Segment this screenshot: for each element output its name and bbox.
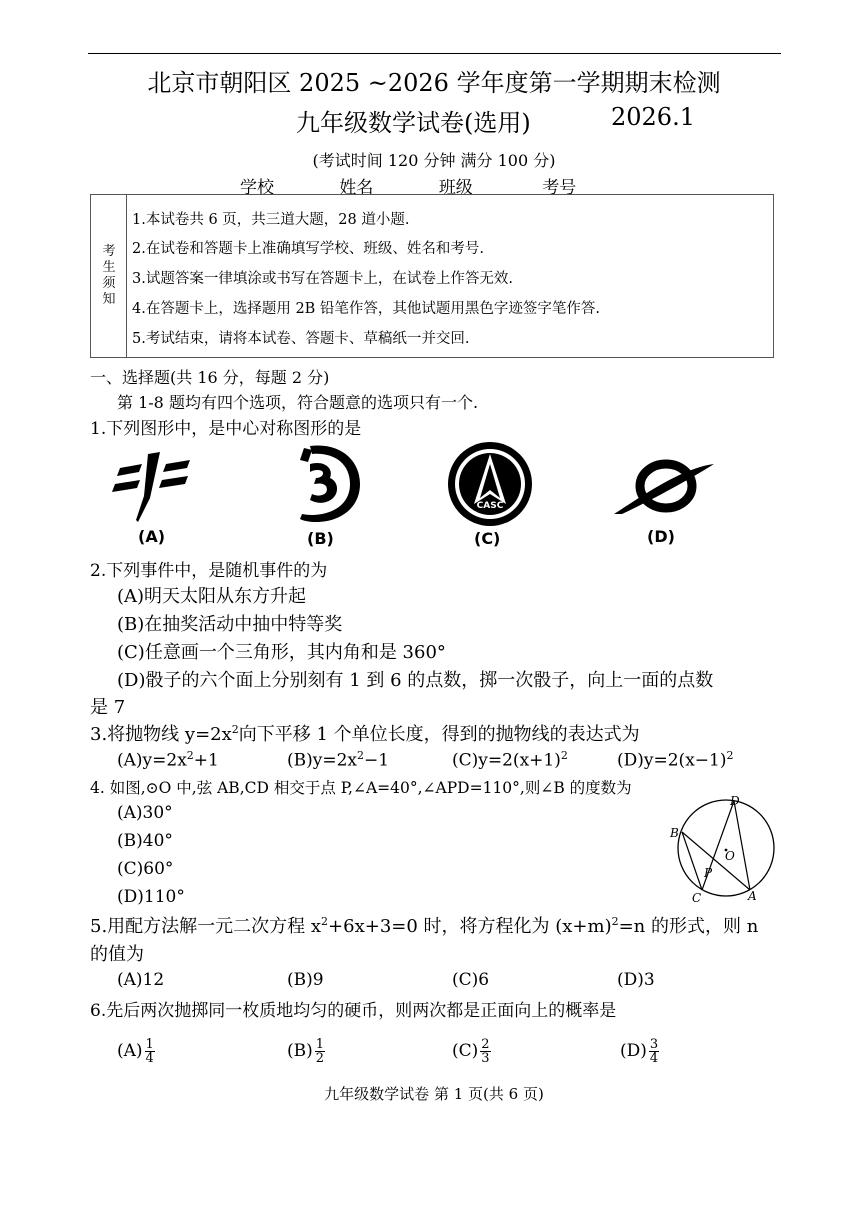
point-c-label: C <box>692 891 702 905</box>
figure-a-logo <box>110 450 200 526</box>
name-label: 姓名 <box>339 178 374 198</box>
notice-label: 考生须知 <box>102 244 116 307</box>
class-label: 班级 <box>438 178 473 198</box>
question-4-stem: 4. 如图,⊙O 中,弦 AB,CD 相交于点 P,∠A=40°,∠APD=110°,则∠B 的度数为 <box>90 779 632 797</box>
figure-d-label: (D) <box>647 527 675 546</box>
page-title: 北京市朝阳区 2025 ~2026 学年度第一学期期末检测 <box>147 69 721 97</box>
question-3-option-c: $(C)y=2(x+1)^2$ <box>452 749 568 771</box>
section-description: 第 1-8 题均有四个选项，符合题意的选项只有一个. <box>117 393 479 412</box>
page-subtitle: 九年级数学试卷(选用) <box>296 109 531 137</box>
question-4-option-b: (B)40° <box>117 831 173 851</box>
question-5-stem-line2: 的值为 <box>90 944 144 965</box>
number-label: 考号 <box>542 178 577 198</box>
question-2-option-c: (C)任意画一个三角形，其内角和是 360° <box>117 642 446 663</box>
figure-c-label: (C) <box>474 529 501 548</box>
question-5-stem: 5.用配方法解一元二次方程 $x^2+6x+3=0$ 时，将方程化为 $(x+m)^2=n$ 的形式，则 n <box>90 915 759 937</box>
section-heading: 一、选择题(共 16 分，每题 2 分) <box>90 368 330 387</box>
notice-item-3: 3.试题答案一律填涂或书写在答题卡上，在试卷上作答无效. <box>132 271 513 287</box>
figure-b-label: (B) <box>307 529 334 548</box>
question-6-option-a: (A) $\frac{1}{4}$ <box>117 1037 154 1066</box>
page-footer: 九年级数学试卷 第 1 页(共 6 页) <box>324 1085 544 1103</box>
figure-a-label: (A) <box>138 527 166 546</box>
notice-item-5: 5.考试结束，请将本试卷、答题卡、草稿纸一并交回. <box>132 331 470 347</box>
notice-item-2: 2.在试卷和答题卡上准确填写学校、班级、姓名和考号. <box>132 241 484 257</box>
question-6-option-d: (D) $\frac{3}{4}$ <box>620 1037 659 1066</box>
question-5-option-a: (A)12 <box>117 970 165 990</box>
question-6-option-b: (B) $\frac{1}{2}$ <box>287 1037 325 1066</box>
figure-c-casc-logo <box>446 440 534 528</box>
figure-d-logo <box>612 456 716 520</box>
question-3-option-d: $(D)y=2(x-1)^2$ <box>617 749 734 771</box>
question-5-option-c: (C)6 <box>452 970 490 990</box>
question-5-option-d: (D)3 <box>617 970 655 990</box>
question-3-option-b: $(B)y=2x^2-1$ <box>287 749 390 771</box>
question-4-option-c: (C)60° <box>117 859 174 879</box>
question-2-stem: 2.下列事件中，是随机事件的为 <box>90 561 328 581</box>
top-rule <box>88 53 781 54</box>
notice-item-1: 1.本试卷共 6 页，共三道大题，28 道小题. <box>132 212 410 228</box>
casc-text: CASC <box>476 501 504 511</box>
question-2-option-a: (A)明天太阳从东方升起 <box>117 586 307 607</box>
question-6-stem: 6.先后两次抛掷同一枚质地均匀的硬币，则两次都是正面向上的概率是 <box>90 1001 617 1021</box>
name-blank[interactable] <box>373 178 433 195</box>
question-4-option-a: (A)30° <box>117 803 173 823</box>
exam-time-info: (考试时间 120 分钟 满分 100 分) <box>312 151 556 170</box>
question-6-option-c: (C) $\frac{2}{3}$ <box>452 1037 490 1066</box>
exam-date: 2026.1 <box>611 103 695 131</box>
question-5-option-b: (B)9 <box>287 970 324 990</box>
question-3-stem: 3.将抛物线 $y=2x^2$向下平移 1 个单位长度，得到的抛物线的表达式为 <box>90 723 640 745</box>
number-blank[interactable] <box>576 178 636 195</box>
question-4-option-d: (D)110° <box>117 887 185 907</box>
question-2-option-d-line1: (D)骰子的六个面上分别刻有 1 到 6 的点数，掷一次骰子，向上一面的点数 <box>117 670 714 691</box>
question-4-circle-figure <box>664 786 784 906</box>
question-2-option-d-line2: 是 7 <box>90 697 126 718</box>
question-2-option-b: (B)在抽奖活动中抽中特等奖 <box>117 614 343 635</box>
school-blank[interactable] <box>274 178 334 195</box>
question-1-stem: 1.下列图形中，是中心对称图形的是 <box>90 419 362 439</box>
figure-b-logo <box>280 438 370 528</box>
notice-item-4: 4.在答题卡上，选择题用 2B 铅笔作答，其他试题用黑色字迹签字笔作答. <box>132 301 601 317</box>
point-b-label: B <box>670 826 679 840</box>
school-label: 学校 <box>240 178 274 198</box>
class-blank[interactable] <box>473 178 537 195</box>
point-a-label: A <box>748 889 757 903</box>
point-p-label: P <box>704 866 713 880</box>
point-o-label: O <box>725 849 735 863</box>
question-3-option-a: $(A)y=2x^2+1$ <box>117 749 219 771</box>
point-d-label: D <box>730 794 740 808</box>
